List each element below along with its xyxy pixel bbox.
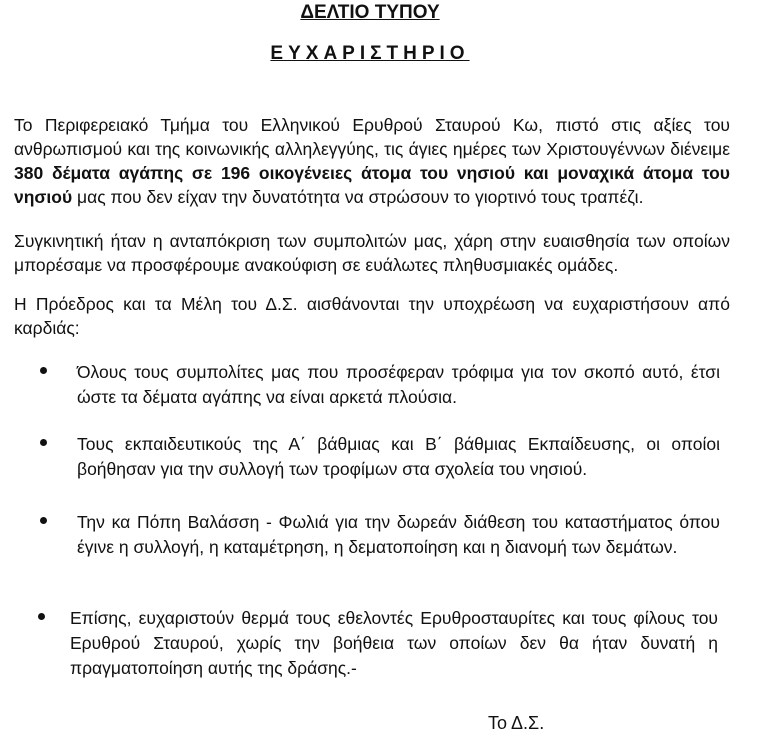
document-heading: ΔΕΛΤΙΟ ΤΥΠΟΥ xyxy=(300,2,440,23)
list-item xyxy=(38,606,718,681)
list-item-text: Όλους τους συμπολίτες μας που προσέφεραν τρόφιμα για τον σκοπό αυτό, έτσι ώστε τα δέματα αγάπης να είναι αρκετά πλούσια. xyxy=(77,362,720,407)
intro-text-start: Το Περιφερειακό Τμήμα του Ελληνικού Ερυθρού Σταυρού Κω, πιστό στις αξίες του ανθρωπισμού και της κοινωνικής αλληλεγγύης, τις άγιες ημέρες των Χριστουγέννων διένειμε xyxy=(14,115,730,159)
bullet-icon xyxy=(40,517,47,524)
document-subheading: ΕΥΧΑΡΙΣΤΗΡΙΟ xyxy=(270,43,470,64)
list-item xyxy=(40,432,720,482)
intro-text-end: μας που δεν είχαν την δυνατότητα να στρώσουν το γιορτινό τους τραπέζι. xyxy=(72,187,644,207)
list-item-text: Τους εκπαιδευτικούς της Α΄ βάθμιας και Β΄ βάθμιας Εκπαίδευσης, οι οποίοι βοήθησαν για την συλλογή των τροφίμων στα σχολεία του νησιού. xyxy=(77,434,720,479)
list-item-text: Επίσης, ευχαριστούν θερμά τους εθελοντές Ερυθροσταυρίτες και τους φίλους του Ερυθρού Σταυρού, χωρίς την βοήθεια των οποίων δεν θα ήταν δυνατή η πραγματοποίηση αυτής της δράσης.- xyxy=(70,608,718,678)
bullet-icon xyxy=(38,613,45,620)
list-item xyxy=(40,510,720,560)
intro-highlight: 380 δέματα αγάπης σε 196 οικογένειες άτομα του νησιού και μοναχικά άτομα του νησιού xyxy=(14,163,730,207)
bullet-icon xyxy=(40,367,47,374)
response-paragraph: Συγκινητική ήταν η ανταπόκριση των συμπολιτών μας, χάρη στην ευαισθησία των οποίων μπορέσαμε να προσφέρουμε ανακούφιση σε ευάλωτες πληθυσμιακές ομάδες. xyxy=(14,231,730,275)
signature: Το Δ.Σ. xyxy=(488,713,545,733)
list-item xyxy=(40,360,720,410)
bullet-icon xyxy=(40,439,47,446)
list-item-text: Την κα Πόπη Βαλάσση - Φωλιά για την δωρεάν διάθεση του καταστήματος όπου έγινε η συλλογή, η καταμέτρηση, η δεματοποίηση και η διανομή των δεμάτων. xyxy=(77,512,720,557)
thanks-intro-paragraph: Η Πρόεδρος και τα Μέλη του Δ.Σ. αισθάνονται την υποχρέωση να ευχαριστήσουν από καρδιάς: xyxy=(14,294,730,338)
intro-paragraph xyxy=(14,113,730,209)
